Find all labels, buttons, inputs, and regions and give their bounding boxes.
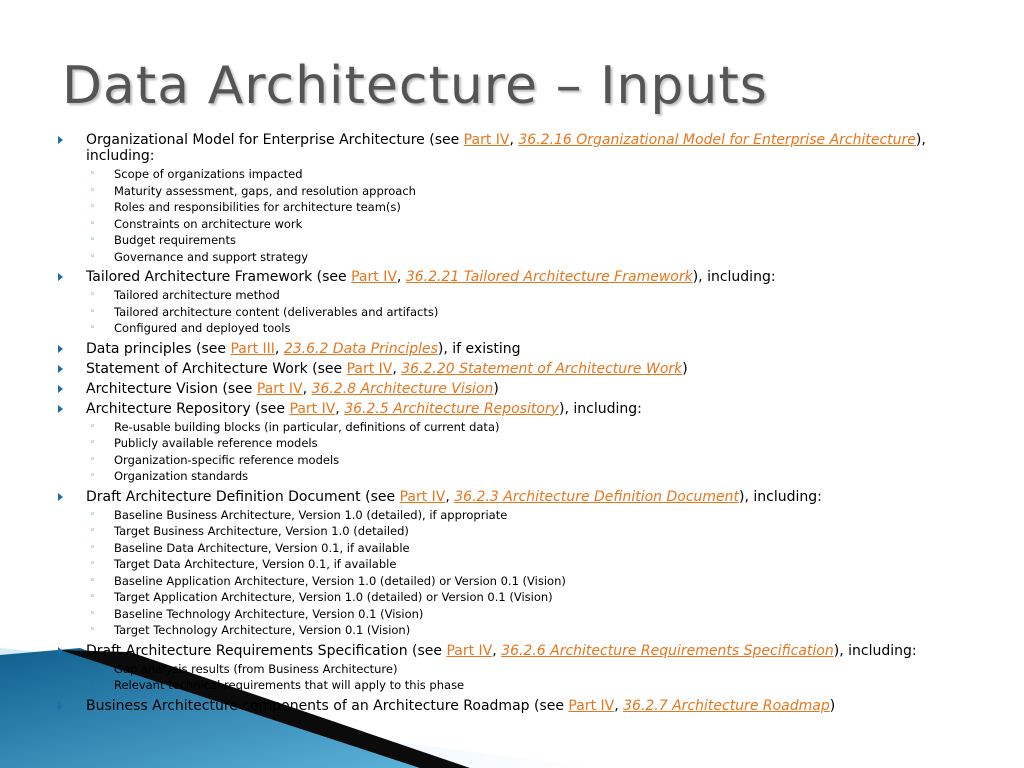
arrow-bullet-icon — [58, 273, 63, 281]
sub-list-item — [86, 287, 958, 304]
arrow-bullet-icon — [58, 136, 63, 144]
item-text: Architecture Repository (see — [86, 400, 290, 417]
sub-item-text: Tailored architecture content (deliverables and artifacts) — [114, 304, 439, 319]
sub-item-text: Baseline Application Architecture, Version 1.0 (detailed) or Version 0.1 (Vision) — [114, 573, 566, 588]
sub-item-text: Tailored architecture method — [114, 288, 280, 302]
list-item — [58, 401, 958, 485]
circle-bullet-icon: ◦ — [90, 421, 96, 432]
sub-item-text: Target Business Architecture, Version 1.0 (detailed) — [114, 524, 409, 538]
sub-list-item — [86, 540, 958, 557]
list-item — [58, 132, 958, 265]
circle-bullet-icon: ◦ — [90, 454, 96, 465]
circle-bullet-icon: ◦ — [90, 306, 96, 317]
item-separator: , — [392, 360, 402, 377]
sub-item-text: Target Technology Architecture, Version 0.1 (Vision) — [114, 623, 411, 637]
sub-item-text: Gap analysis results (from Business Architecture) — [114, 661, 398, 676]
section-link[interactable]: 36.2.5 Architecture Repository — [344, 400, 560, 417]
sub-list-item — [86, 249, 958, 266]
item-text: Draft Architecture Requirements Specification (see — [86, 642, 447, 659]
list-item — [58, 489, 958, 639]
sub-item-text: Baseline Business Architecture, Version 1.0 (detailed), if appropriate — [114, 507, 508, 522]
circle-bullet-icon: ◦ — [90, 575, 96, 586]
sub-list-item — [86, 523, 958, 540]
item-text: Tailored Architecture Framework (see — [86, 269, 352, 285]
item-text: Business Architecture components of an Architecture Roadmap (see — [86, 697, 569, 714]
item-separator: , — [335, 400, 345, 417]
sub-list-item — [86, 216, 958, 233]
sub-item-text: Baseline Technology Architecture, Version 0.1 (Vision) — [114, 606, 424, 621]
part-link[interactable]: Part IV — [568, 697, 615, 714]
section-link[interactable]: 36.2.7 Architecture Roadmap — [623, 697, 830, 714]
circle-bullet-icon: ◦ — [90, 509, 96, 520]
sub-item-text: Governance and support strategy — [114, 249, 309, 264]
sub-item-text: Target Application Architecture, Version 1.0 (detailed) or Version 0.1 (Vision) — [114, 590, 553, 604]
sub-item-text: Roles and responsibilities for architecture team(s) — [114, 200, 401, 214]
sub-list-item — [86, 468, 958, 485]
bullet-list — [58, 128, 958, 714]
section-link[interactable]: 36.2.21 Tailored Architecture Framework — [405, 269, 693, 285]
arrow-bullet-icon — [58, 385, 63, 393]
sub-list — [86, 507, 958, 639]
section-link[interactable]: 36.2.6 Architecture Requirements Specification — [501, 642, 834, 659]
sub-item-text: Maturity assessment, gaps, and resolution approach — [114, 183, 416, 198]
sub-item-text: Relevant technical requirements that will apply to this phase — [114, 678, 465, 692]
part-link[interactable]: Part IV — [289, 400, 336, 417]
item-suffix: ) — [829, 697, 836, 714]
item-text: Data principles (see — [86, 340, 231, 357]
sub-item-text: Publicly available reference models — [114, 436, 318, 450]
sub-item-text: Scope of organizations impacted — [114, 167, 303, 181]
part-link[interactable]: Part IV — [256, 380, 303, 397]
sub-list-item — [86, 606, 958, 623]
circle-bullet-icon: ◦ — [90, 680, 96, 690]
sub-list — [86, 287, 958, 337]
section-link[interactable]: 36.2.8 Architecture Vision — [311, 380, 494, 397]
circle-bullet-icon: ◦ — [90, 202, 96, 212]
sub-list-item — [86, 661, 958, 678]
sub-list — [86, 166, 958, 265]
arrow-bullet-icon — [58, 365, 63, 373]
circle-bullet-icon: ◦ — [90, 251, 96, 262]
circle-bullet-icon: ◦ — [90, 526, 96, 536]
arrow-bullet-icon — [58, 345, 63, 353]
sub-list-item — [86, 199, 958, 216]
arrow-bullet-icon — [58, 405, 63, 413]
sub-item-text: Organization-specific reference models — [114, 452, 340, 467]
sub-item-text: Re-usable building blocks (in particular, definitions of current data) — [114, 419, 500, 434]
circle-bullet-icon: ◦ — [90, 438, 96, 448]
arrow-bullet-icon — [58, 647, 63, 655]
item-suffix: ), including: — [86, 132, 926, 164]
circle-bullet-icon: ◦ — [90, 290, 96, 300]
list-item — [58, 341, 958, 357]
list-item — [58, 269, 958, 337]
item-separator: , — [614, 697, 624, 714]
circle-bullet-icon: ◦ — [90, 625, 96, 635]
section-link[interactable]: 36.2.16 Organizational Model for Enterprise Architecture — [518, 132, 916, 148]
item-text: Statement of Architecture Work (see — [86, 360, 347, 377]
circle-bullet-icon: ◦ — [90, 592, 96, 602]
arrow-bullet-icon — [58, 702, 63, 710]
sub-list-item — [86, 183, 958, 200]
item-suffix: ), including: — [692, 269, 776, 285]
circle-bullet-icon: ◦ — [90, 471, 96, 481]
sub-list-item — [86, 622, 958, 639]
item-separator: , — [396, 269, 406, 285]
part-link[interactable]: Part IV — [463, 132, 510, 148]
item-suffix: ), if existing — [437, 340, 521, 357]
sub-item-text: Budget requirements — [114, 233, 236, 247]
sub-list-item — [86, 556, 958, 573]
sub-list-item — [86, 435, 958, 452]
sub-list — [86, 661, 958, 694]
part-link[interactable]: Part IV — [351, 269, 397, 285]
part-link[interactable]: Part III — [230, 340, 275, 357]
item-separator: , — [302, 380, 312, 397]
circle-bullet-icon: ◦ — [90, 542, 96, 553]
circle-bullet-icon: ◦ — [90, 218, 96, 229]
item-text: Organizational Model for Enterprise Architecture (see — [86, 132, 464, 148]
page-title: Data Architecture – Inputs — [62, 56, 768, 116]
part-link[interactable]: Part IV — [446, 642, 493, 659]
circle-bullet-icon: ◦ — [90, 235, 96, 245]
list-item — [58, 643, 958, 694]
item-suffix: ), including: — [833, 642, 917, 659]
section-link[interactable]: 36.2.20 Statement of Architecture Work — [401, 360, 683, 377]
circle-bullet-icon: ◦ — [90, 608, 96, 619]
sub-list-item — [86, 304, 958, 321]
section-link[interactable]: 23.6.2 Data Principles — [283, 340, 438, 357]
circle-bullet-icon: ◦ — [90, 559, 96, 569]
item-text: Draft Architecture Definition Document (see — [86, 488, 400, 505]
circle-bullet-icon: ◦ — [90, 185, 96, 196]
item-separator: , — [274, 340, 284, 357]
circle-bullet-icon: ◦ — [90, 169, 96, 179]
item-suffix: ) — [682, 360, 688, 377]
item-separator: , — [509, 132, 519, 148]
item-separator: , — [492, 642, 502, 659]
list-item — [58, 381, 958, 397]
sub-list-item — [86, 419, 958, 436]
sub-list-item — [86, 677, 958, 694]
item-suffix: ), including: — [559, 400, 642, 417]
list-item — [58, 361, 958, 377]
part-link[interactable]: Part IV — [346, 360, 393, 377]
item-text: Architecture Vision (see — [86, 380, 257, 397]
sub-list-item — [86, 573, 958, 590]
list-item — [58, 698, 958, 714]
sub-list — [86, 419, 958, 485]
item-suffix: ) — [493, 380, 499, 397]
sub-list-item — [86, 589, 958, 606]
arrow-bullet-icon — [58, 493, 63, 501]
sub-item-text: Target Data Architecture, Version 0.1, if available — [114, 557, 397, 571]
part-link[interactable]: Part IV — [399, 488, 446, 505]
sub-item-text: Constraints on architecture work — [114, 216, 303, 231]
sub-item-text: Organization standards — [114, 469, 249, 483]
sub-list-item — [86, 452, 958, 469]
sub-list-item — [86, 232, 958, 249]
item-separator: , — [445, 488, 455, 505]
circle-bullet-icon: ◦ — [90, 323, 96, 333]
section-link[interactable]: 36.2.3 Architecture Definition Document — [454, 488, 740, 505]
circle-bullet-icon: ◦ — [90, 663, 96, 674]
sub-item-text: Configured and deployed tools — [114, 321, 291, 335]
sub-list-item — [86, 507, 958, 524]
item-suffix: ), including: — [739, 488, 822, 505]
sub-item-text: Baseline Data Architecture, Version 0.1, if available — [114, 540, 410, 555]
sub-list-item — [86, 166, 958, 183]
sub-list-item — [86, 320, 958, 337]
